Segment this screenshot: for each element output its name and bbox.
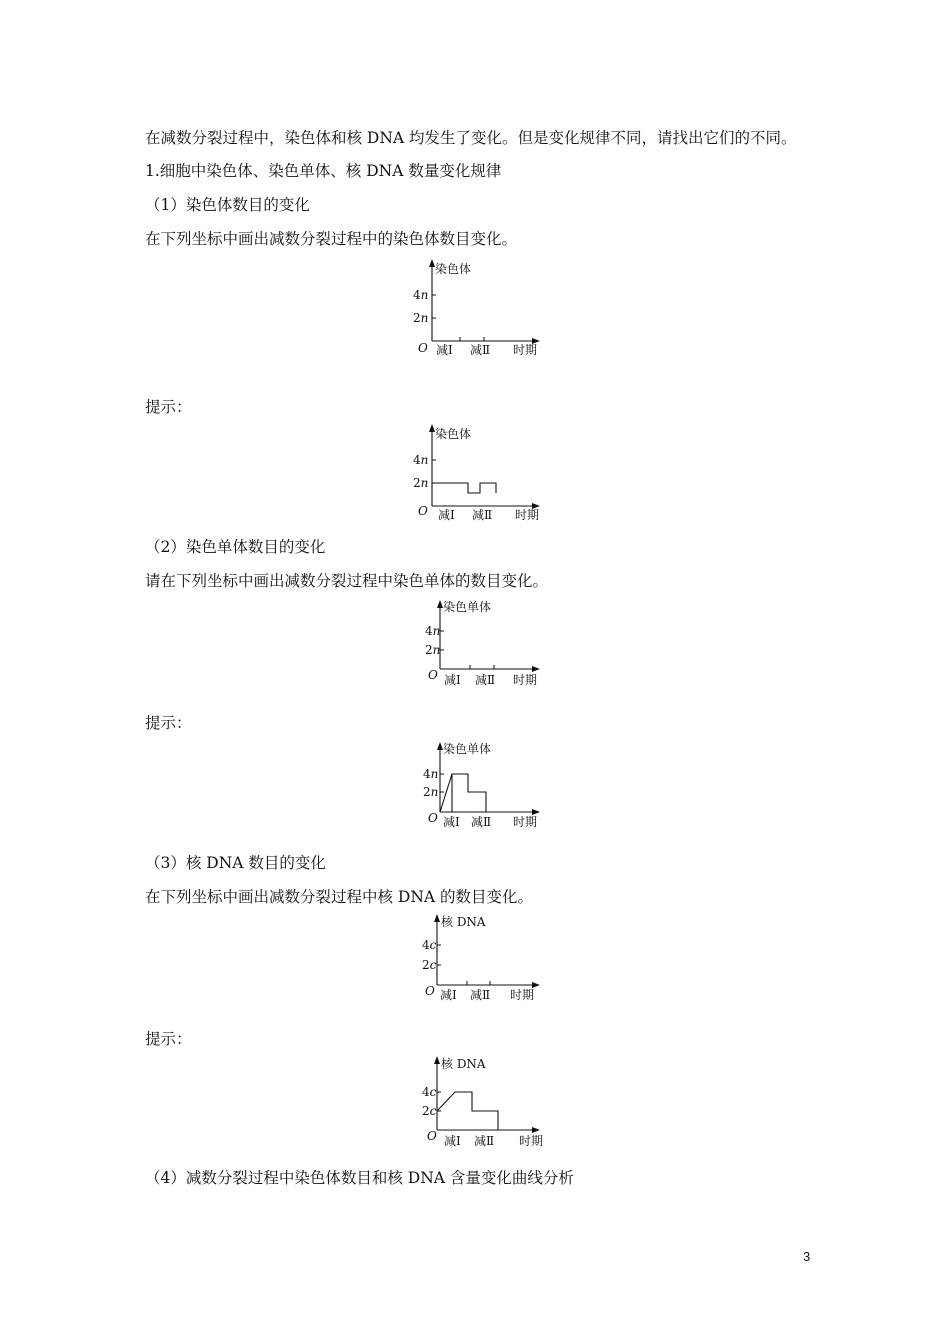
subheading-chromatid: （2）染色单体数目的变化 [145,538,326,556]
svg-text:O: O [425,984,435,998]
svg-text:4c: 4c [422,1085,437,1099]
svg-text:2n: 2n [423,785,439,799]
svg-text:4n: 4n [413,288,429,302]
subheading-analysis: （4）减数分裂过程中染色体数目和核 DNA 含量变化曲线分析 [145,1169,574,1187]
svg-text:减Ⅱ: 减Ⅱ [471,815,492,829]
svg-text:时期: 时期 [513,815,538,829]
svg-text:减Ⅰ: 减Ⅰ [436,343,453,357]
answer-graph-dna [412,1054,562,1154]
svg-text:核 DNA: 核 DNA [441,915,486,929]
svg-text:2n: 2n [413,311,429,325]
svg-text:2c: 2c [422,1104,437,1118]
svg-text:染色体: 染色体 [435,427,472,441]
answer-graph-chromosome [412,422,562,527]
blank-graph-dna [412,912,562,1007]
svg-text:时期: 时期 [515,508,540,522]
svg-text:减Ⅱ: 减Ⅱ [472,508,493,522]
subheading-chromosome: （1）染色体数目的变化 [145,196,310,214]
svg-text:减Ⅱ: 减Ⅱ [470,343,491,357]
svg-text:时期: 时期 [510,988,535,1002]
svg-text:2n: 2n [425,643,441,657]
svg-text:减Ⅰ: 减Ⅰ [444,1134,461,1148]
svg-text:染色单体: 染色单体 [443,600,492,614]
svg-text:减Ⅰ: 减Ⅰ [444,673,461,687]
svg-text:时期: 时期 [519,1134,544,1148]
intro-text: 在减数分裂过程中，染色体和核 DNA 均发生了变化。但是变化规律不同，请找出它们的不同。 [145,129,797,147]
svg-text:减Ⅱ: 减Ⅱ [475,673,496,687]
hint-label-1: 提示： [145,398,192,416]
svg-text:减Ⅱ: 减Ⅱ [470,988,491,1002]
answer-graph-chromatid [412,740,562,835]
svg-text:O: O [418,504,428,518]
svg-text:时期: 时期 [513,343,538,357]
hint-label-2: 提示： [145,714,192,732]
question-chromosome: 在下列坐标中画出减数分裂过程中的染色体数目变化。 [145,230,518,248]
y-axis-label: 染色体 [435,262,472,276]
svg-text:O: O [427,1129,437,1143]
svg-text:O: O [428,668,438,682]
svg-text:O: O [418,341,428,355]
section-heading: 1.细胞中染色体、染色单体、核 DNA 数量变化规律 [145,162,502,180]
svg-text:减Ⅰ: 减Ⅰ [443,815,460,829]
subheading-dna: （3）核 DNA 数目的变化 [145,854,326,872]
svg-text:减Ⅰ: 减Ⅰ [440,988,457,1002]
svg-text:核 DNA: 核 DNA [441,1057,486,1071]
svg-text:2n: 2n [413,476,429,490]
svg-text:4n: 4n [425,624,441,638]
blank-graph-chromosome [412,257,562,362]
svg-text:染色单体: 染色单体 [443,742,492,756]
svg-text:2c: 2c [422,958,437,972]
svg-text:4n: 4n [413,453,429,467]
question-dna: 在下列坐标中画出减数分裂过程中核 DNA 的数目变化。 [145,888,534,906]
svg-text:时期: 时期 [513,673,538,687]
hint-label-3: 提示： [145,1030,192,1048]
svg-text:减Ⅰ: 减Ⅰ [438,508,455,522]
page-number: 3 [803,1249,811,1264]
blank-graph-chromatid [412,598,562,693]
svg-text:减Ⅱ: 减Ⅱ [474,1134,495,1148]
svg-text:4n: 4n [423,767,439,781]
svg-text:O: O [428,811,438,825]
svg-text:4c: 4c [422,938,437,952]
question-chromatid: 请在下列坐标中画出减数分裂过程中染色单体的数目变化。 [145,572,549,590]
